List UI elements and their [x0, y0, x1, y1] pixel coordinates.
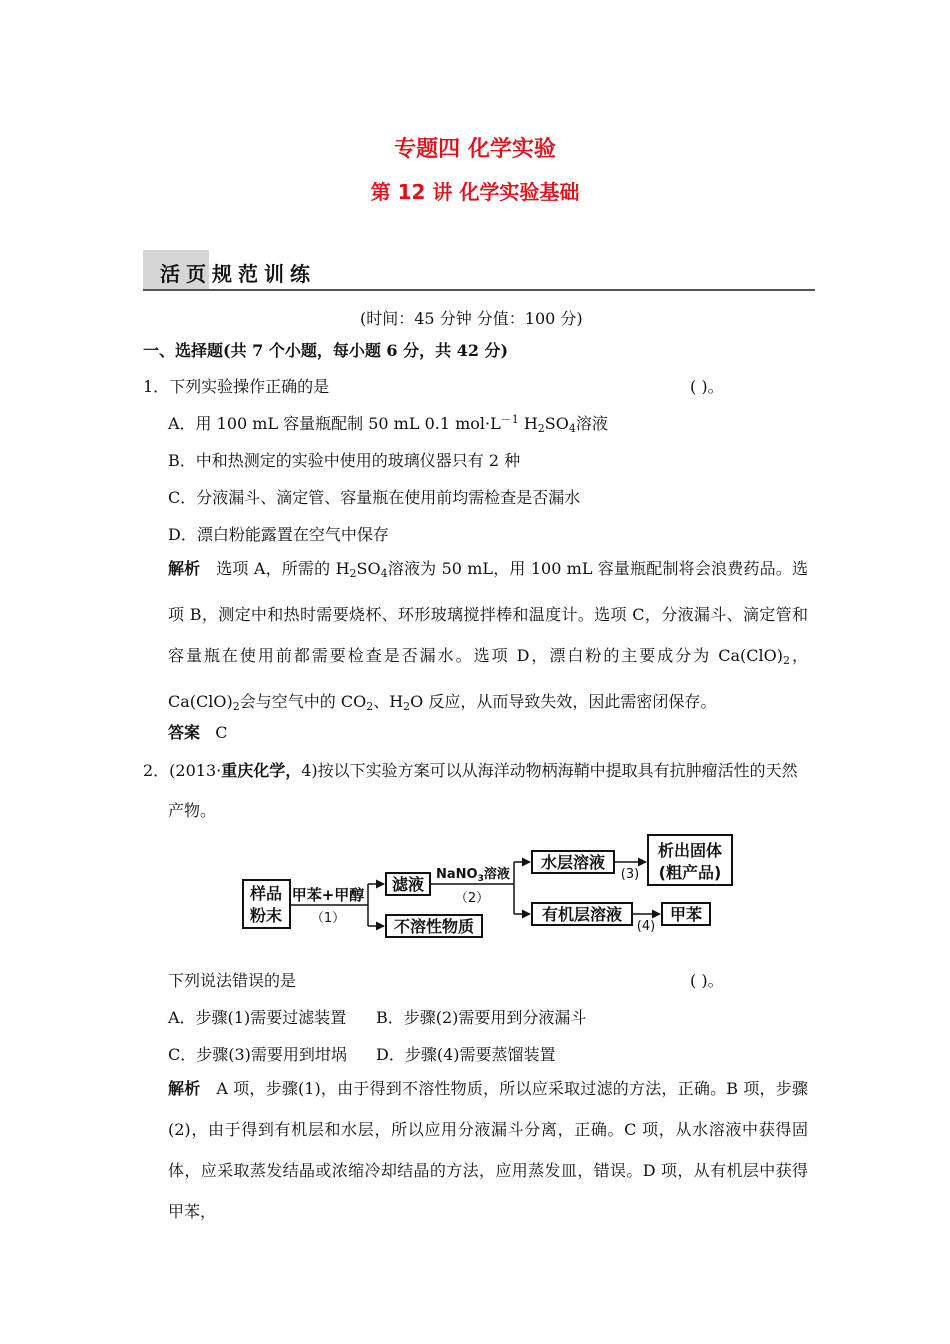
q1-answer: 答案 C — [168, 723, 228, 742]
reagent2-label: NaNO$_3$溶液 — [436, 867, 510, 884]
q2-option-b: B．步骤(2)需要用到分液漏斗 — [376, 1008, 587, 1027]
q1-stem: 1．下列实验操作正确的是 — [143, 377, 330, 396]
toluene-label: 甲苯 — [669, 905, 703, 924]
q2-stem: 2．(2013·重庆化学，4)按以下实验方案可以从海洋动物柄海鞘中提取具有抗肿瘤活性的天然 — [143, 761, 798, 780]
q1-analysis: 解析 选项 A，所需的 $H_2SO_4$溶液为 50 mL，用 100 mL 容量瓶配制将会浪费药品。选项 B，测定中和热时需要烧杯、环形玻璃搅拌棒和温度计。选项 C，分液漏斗、滴定管和容量瓶在使用前都需要检查是否漏水。选项 D，漂白粉的主要成分为 $Ca(ClO)_2$，$Ca(ClO)_2$会与空气中的 $CO_2$、$H_2O$ 反应，从而导致失效，因此需密闭保存。 — [168, 559, 808, 713]
q1-option-b: B．中和热测定的实验中使用的玻璃仪器只有 2 种 — [168, 451, 521, 470]
section-divider — [143, 289, 815, 291]
organic-label: 有机层溶液 — [541, 905, 623, 924]
step1-label: （1） — [310, 911, 346, 926]
q1-option-a: A．用 100 mL 容量瓶配制 50 mL 0.1 $mol\cdot L^{-1}$ $H_2SO_4$溶液 — [168, 413, 608, 435]
q2-option-d: D．步骤(4)需要蒸馏装置 — [376, 1045, 556, 1064]
q2-stem-line2: 产物。 — [168, 801, 217, 820]
section-band-label: 活页规范训练 — [160, 262, 316, 286]
q2-option-c: C．步骤(3)需要用到坩埚 — [168, 1045, 347, 1064]
q2-question: 下列说法错误的是 — [168, 971, 297, 990]
step2-label: （2） — [454, 891, 490, 906]
q2-option-a: A．步骤(1)需要过滤装置 — [168, 1008, 347, 1027]
insoluble-label: 不溶性物质 — [393, 917, 475, 936]
time-score-info: (时间：45 分钟 分值：100 分) — [360, 309, 583, 328]
extraction-flowchart — [240, 832, 770, 944]
aqueous-label: 水层溶液 — [540, 853, 606, 872]
sample-label-1: 样品 — [249, 884, 283, 903]
part-heading: 一、选择题(共 7 个小题，每小题 6 分，共 42 分) — [143, 341, 509, 360]
q2-analysis: 解析 A 项，步骤(1)，由于得到不溶性物质，所以应采取过滤的方法，正确。B 项，步骤(2)，由于得到有机层和水层，所以应用分液漏斗分离，正确。C 项，从水溶液中获得固体，应采取蒸发结晶或浓缩冷却结晶的方法，应用蒸发皿，错误。D 项，从有机层中获得甲苯， — [168, 1079, 808, 1221]
q2-answer-blank: ( )。 — [690, 971, 724, 990]
solid-label-2: (粗产品) — [658, 863, 722, 882]
step3-label: (3) — [620, 867, 640, 882]
sample-label-2: 粉末 — [249, 906, 283, 925]
topic-title: 专题四 化学实验 — [394, 137, 556, 162]
lesson-title: 第 12 讲 化学实验基础 — [370, 180, 580, 204]
filtrate-label: 滤液 — [391, 875, 425, 894]
q1-answer-blank: ( )。 — [690, 377, 724, 396]
solid-label-1: 析出固体 — [657, 841, 723, 860]
reagent1-label: 甲苯+甲醇 — [291, 886, 365, 904]
q1-option-c: C．分液漏斗、滴定管、容量瓶在使用前均需检查是否漏水 — [168, 488, 581, 507]
q1-option-d: D．漂白粉能露置在空气中保存 — [168, 525, 389, 544]
step4-label: (4) — [636, 919, 656, 934]
